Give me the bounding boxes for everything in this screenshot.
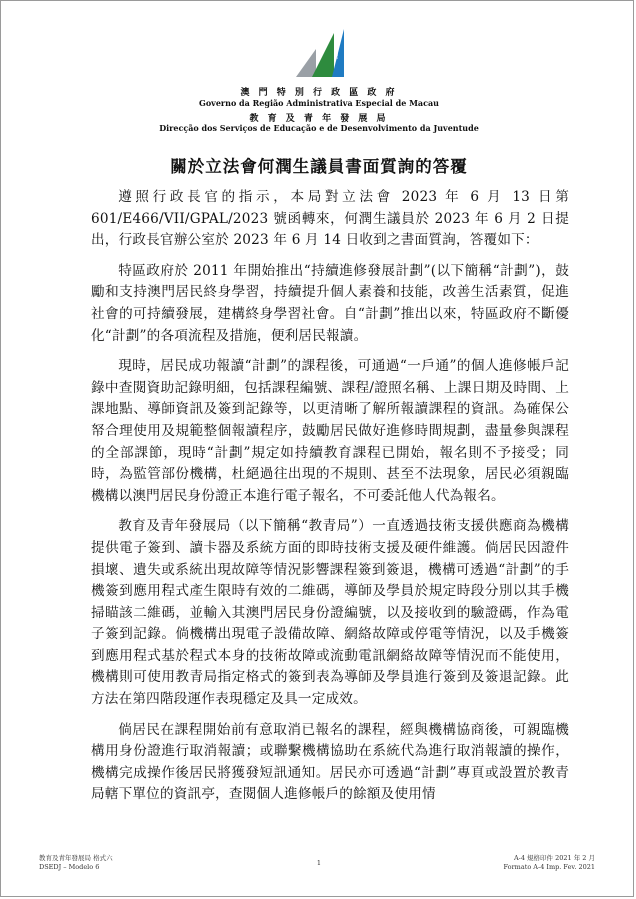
footer-print-format-pt: Formato A-4 Imp. Fev. 2021 (503, 863, 595, 871)
paragraph-intro: 遵照行政長官的指示，本局對立法會 2023 年 6 月 13 日第 601/E466/VII/GPAL/2023 號函轉來，何潤生議員於 2023 年 6 月 2 日提出，行政長官辦公室於 2023 年 6 月 14 日收到之書面質詢，答覆如下： (91, 189, 569, 249)
footer-form-pt: DSEDJ – Modelo 6 (39, 863, 100, 871)
footer-right (504, 854, 596, 872)
government-name-pt: Governo da Região Administrativa Especial de Macau (199, 98, 439, 108)
paragraph-2: 特區政府於 2011 年開始推出“持續進修發展計劃”(以下簡稱“計劃”)，鼓勵和支持澳門居民終身學習，持續提升個人素養和技能，改善生活素質，促進社會的可持續發展，建構終身學習社會。自“計劃”推出以來，特區政府不斷優化“計劃”的各項流程及措施，便利居民報讀。 (91, 262, 569, 344)
document-title: 關於立法會何潤生議員書面質詢的答覆 (170, 157, 468, 176)
svg-text:DSEDJ: DSEDJ (335, 48, 339, 59)
document-body (91, 187, 569, 806)
government-name-zh: 澳 門 特 別 行 政 區 政 府 (240, 88, 398, 98)
page-number: 1 (316, 859, 322, 867)
footer-form-zh: 教育及青年發展局 格式六 (39, 854, 113, 862)
department-name-pt: Direcção dos Serviços de Educação e de Desenvolvimento da Juventude (159, 123, 479, 133)
dsedj-logo-icon (290, 27, 346, 79)
footer-print-format-zh: A-4 規格印件 2021 年 2 月 (513, 854, 595, 862)
department-name-zh: 教 育 及 青 年 發 展 局 (249, 114, 389, 124)
paragraph-3: 現時，居民成功報讀“計劃”的課程後，可通過“一戶通”的個人進修帳戶記錄中查閱資助記錄明細，包括課程編號、課程/證照名稱、上課日期及時間、上課地點、導師資訊及簽到記錄等，以更清晰了解所報讀課程的資訊。為確保公帑合理使用及規範整個報讀程序，鼓勵居民做好進修時間規劃，盡量參與課程的全部課節，現時“計劃”規定如持續教育課程已開始，報名則不予接受；同時，為監管部份機構，杜絕過往出現的不規則、甚至不法現象，居民必須親臨機構以澳門居民身份證正本進行電子報名，不可委託他人代為報名。 (91, 358, 569, 504)
paragraph-5: 倘居民在課程開始前有意取消已報名的課程，經與機構協商後，可親臨機構用身份證進行取消報讀；或聯繫機構協助在系統代為進行取消報讀的操作，機構完成操作後居民將獲發短訊通知。居民亦可透過“計劃”專頁或設置於教青局轄下單位的資訊亭，查閱個人進修帳戶的餘額及使用情 (91, 721, 569, 803)
paragraph-4: 教育及青年發展局（以下簡稱“教青局”）一直透過技術支援供應商為機構提供電子簽到、讀卡器及系統方面的即時技術支援及硬件維護。倘居民因證件損壞、遺失或系統出現故障等情況影響課程簽到簽退，機構可透過“計劃”的手機簽到應用程式產生限時有效的二維碼，導師及學員於規定時段分別以其手機掃瞄該二維碼，並輸入其澳門居民身份證編號，以及接收到的驗證碼，作為電子簽到記錄。倘機構出現電子設備故障、網絡故障或停電等情況，以及手機簽到應用程式基於程式本身的技術故障或流動電訊網絡故障等情況而不能使用，機構則可使用教青局指定格式的簽到表為導師及學員進行簽到及簽退記錄。此方法在第四階段運作表現穩定及具一定成效。 (91, 518, 569, 708)
